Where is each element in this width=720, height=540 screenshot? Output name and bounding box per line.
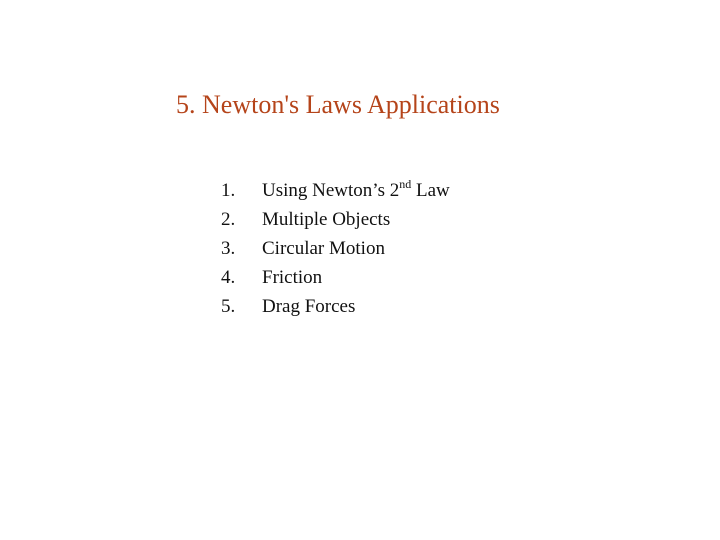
list-item-label: Circular Motion bbox=[262, 238, 385, 259]
list-item-number: 1. bbox=[221, 180, 236, 201]
list-item bbox=[0, 176, 720, 205]
list-item bbox=[0, 234, 720, 263]
list-item-number: 5. bbox=[221, 296, 236, 317]
list-item-label: Friction bbox=[262, 267, 323, 288]
list-item-label: Multiple Objects bbox=[262, 209, 391, 230]
list-item bbox=[0, 263, 720, 292]
list-item-label bbox=[262, 176, 450, 205]
list-item-label: Drag Forces bbox=[262, 296, 356, 317]
label-text-rest: Law bbox=[411, 180, 450, 201]
list-item-number: 2. bbox=[221, 209, 236, 230]
list-item bbox=[0, 205, 720, 234]
contents-list bbox=[0, 176, 720, 321]
list-item-number: 3. bbox=[221, 238, 236, 259]
label-text: Using Newton’s 2 bbox=[262, 180, 400, 201]
list-item-number: 4. bbox=[221, 267, 236, 288]
list-item bbox=[0, 292, 720, 321]
ordinal-suffix: nd bbox=[399, 176, 412, 191]
slide-title: 5. Newton's Laws Applications bbox=[176, 90, 500, 119]
